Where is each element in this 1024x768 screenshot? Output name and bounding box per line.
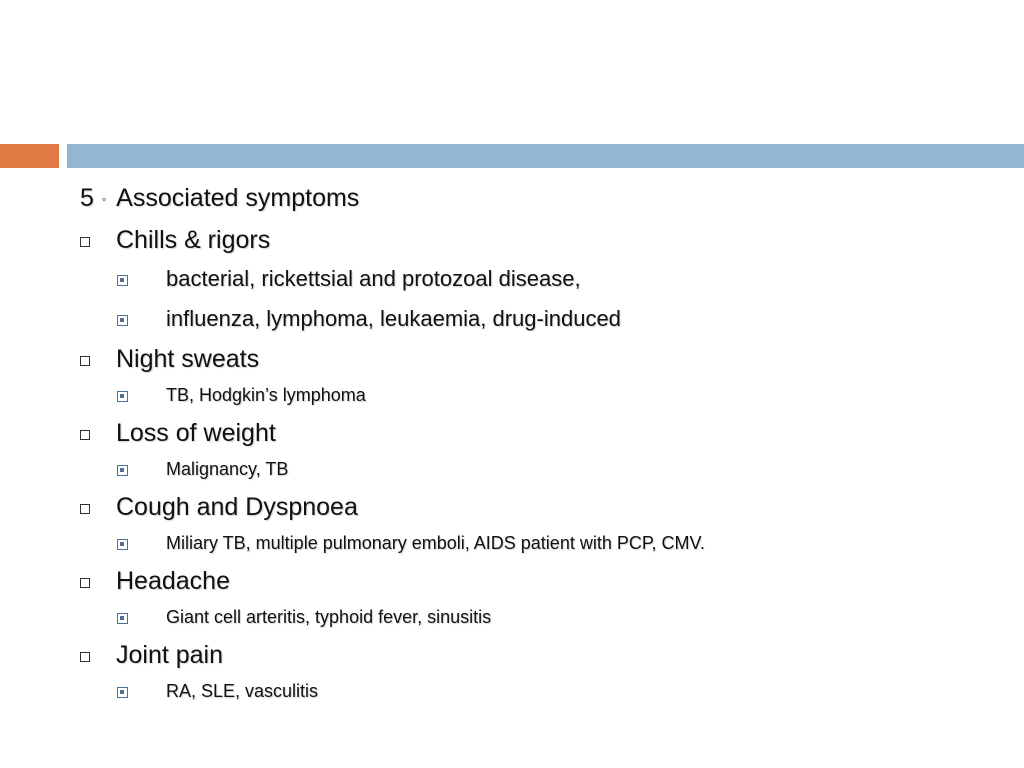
heading-number: 5 xyxy=(80,184,94,212)
sub-bullet-text: Malignancy, TB xyxy=(166,459,289,479)
hollow-square-bullet-icon xyxy=(80,652,90,662)
sub-bullet-text: Miliary TB, multiple pulmonary emboli, AIDS patient with PCP, CMV. xyxy=(166,533,705,553)
slide-heading xyxy=(80,186,359,211)
filled-square-bullet-icon xyxy=(117,687,128,698)
sub-bullet-text: RA, SLE, vasculitis xyxy=(166,681,319,701)
heading-separator: ◦ xyxy=(101,192,107,207)
hollow-square-bullet-icon xyxy=(80,237,90,247)
sub-bullet-text: TB, Hodgkin’s lymphoma xyxy=(166,385,366,405)
hollow-square-bullet-icon xyxy=(80,430,90,440)
filled-square-bullet-icon xyxy=(117,391,128,402)
bullet-text: Joint pain xyxy=(116,641,224,669)
filled-square-bullet-icon xyxy=(117,315,128,326)
bullet-text: Headache xyxy=(116,567,230,595)
bullet-text: Loss of weight xyxy=(116,419,276,447)
sub-bullet-text: bacterial, rickettsial and protozoal disease, xyxy=(166,266,581,291)
heading-text: Associated symptoms xyxy=(116,184,360,212)
bullet-text: Cough and Dyspnoea xyxy=(116,493,358,521)
bullet-text: Chills & rigors xyxy=(116,226,271,254)
filled-square-bullet-icon xyxy=(117,465,128,476)
sub-bullet-text: influenza, lymphoma, leukaemia, drug-induced xyxy=(166,306,621,331)
bullet-text: Night sweats xyxy=(116,345,260,373)
filled-square-bullet-icon xyxy=(117,539,128,550)
filled-square-bullet-icon xyxy=(117,275,128,286)
filled-square-bullet-icon xyxy=(117,613,128,624)
sub-bullet-text: Giant cell arteritis, typhoid fever, sinusitis xyxy=(166,607,492,627)
hollow-square-bullet-icon xyxy=(80,504,90,514)
hollow-square-bullet-icon xyxy=(80,578,90,588)
hollow-square-bullet-icon xyxy=(80,356,90,366)
